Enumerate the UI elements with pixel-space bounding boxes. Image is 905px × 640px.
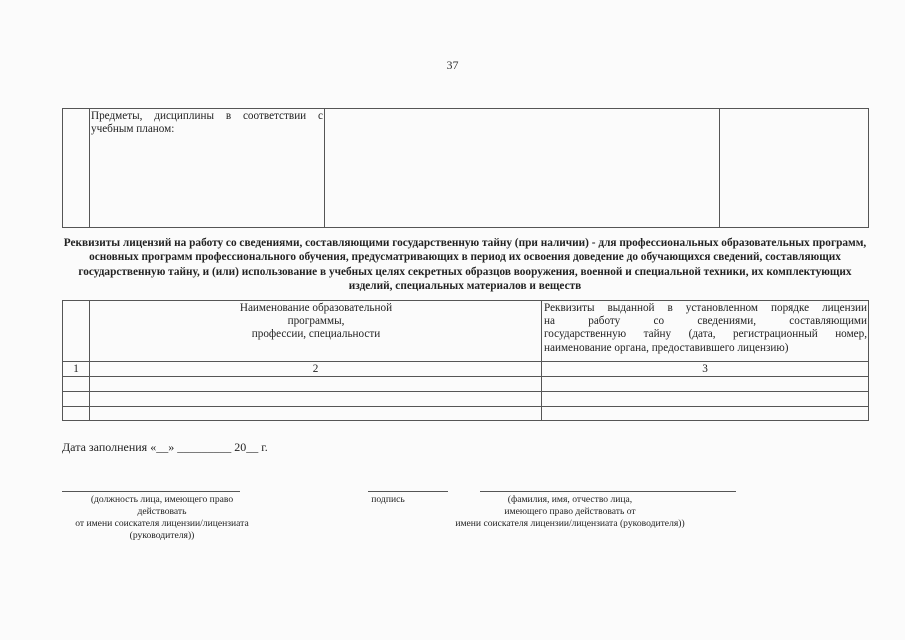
table-row-divider <box>63 361 868 362</box>
header-requisites <box>544 302 867 355</box>
table-row-divider <box>63 391 868 392</box>
header-program <box>91 302 541 342</box>
header-program-line: Наименование образовательной <box>239 302 393 314</box>
header-program-line: профессии, специальности <box>251 328 381 341</box>
caption-line: имени соискателя лицензии/лицензиата (руководителя)) <box>455 518 685 529</box>
caption-line: (должность лица, имеющего право <box>90 494 234 505</box>
column-number: 3 <box>702 363 708 375</box>
table-column <box>324 109 720 227</box>
header-requisites-line: государственную тайну (дата, регистрационный номер, <box>544 328 867 341</box>
table-column <box>63 109 90 227</box>
header-requisites-line: на работу со сведениями, составляющими <box>544 315 867 328</box>
subjects-label: Предметы, дисциплины в соответствии с учебным планом: <box>91 110 323 135</box>
column-number: 2 <box>312 363 319 375</box>
caption-line: от имени соискателя лицензии/лицензиата <box>75 518 249 529</box>
position-caption <box>62 494 262 542</box>
signature-caption: подпись <box>371 494 405 505</box>
table-row-divider <box>63 406 868 407</box>
caption-line: действовать <box>137 506 187 517</box>
header-requisites-line: наименование органа, предоставившего лицензию) <box>544 341 789 354</box>
page-number: 37 <box>446 58 459 72</box>
name-signature-line <box>480 491 736 492</box>
licenses-heading: Реквизиты лицензий на работу со сведениями, составляющими государственную тайну (при наличии) - для профессиональных образовательных программ, основных программ профессионального обучения, предусматривающих в период их освоения доведение до обучающихся сведений, составляющих государственную тайну, и (или) использование в учебных целях секретных образцов вооружения, военной и специальной техники, их комплектующих изделий, специальных материалов и веществ <box>63 237 867 293</box>
caption-line: имеющего право действовать от <box>504 506 636 517</box>
position-signature-line <box>62 491 240 492</box>
subjects-table <box>62 108 869 228</box>
header-requisites-line: Реквизиты выданной в установленном порядке лицензии <box>544 302 867 314</box>
caption-line: (фамилия, имя, отчество лица, <box>507 494 633 505</box>
header-program-line: программы, <box>287 315 345 328</box>
name-caption <box>450 494 690 530</box>
licenses-table <box>62 300 869 421</box>
caption-line: (руководителя)) <box>129 530 195 541</box>
column-number: 1 <box>73 363 79 375</box>
fill-date: Дата заполнения «__» _________ 20__ г. <box>62 440 268 454</box>
signature-line <box>368 491 448 492</box>
